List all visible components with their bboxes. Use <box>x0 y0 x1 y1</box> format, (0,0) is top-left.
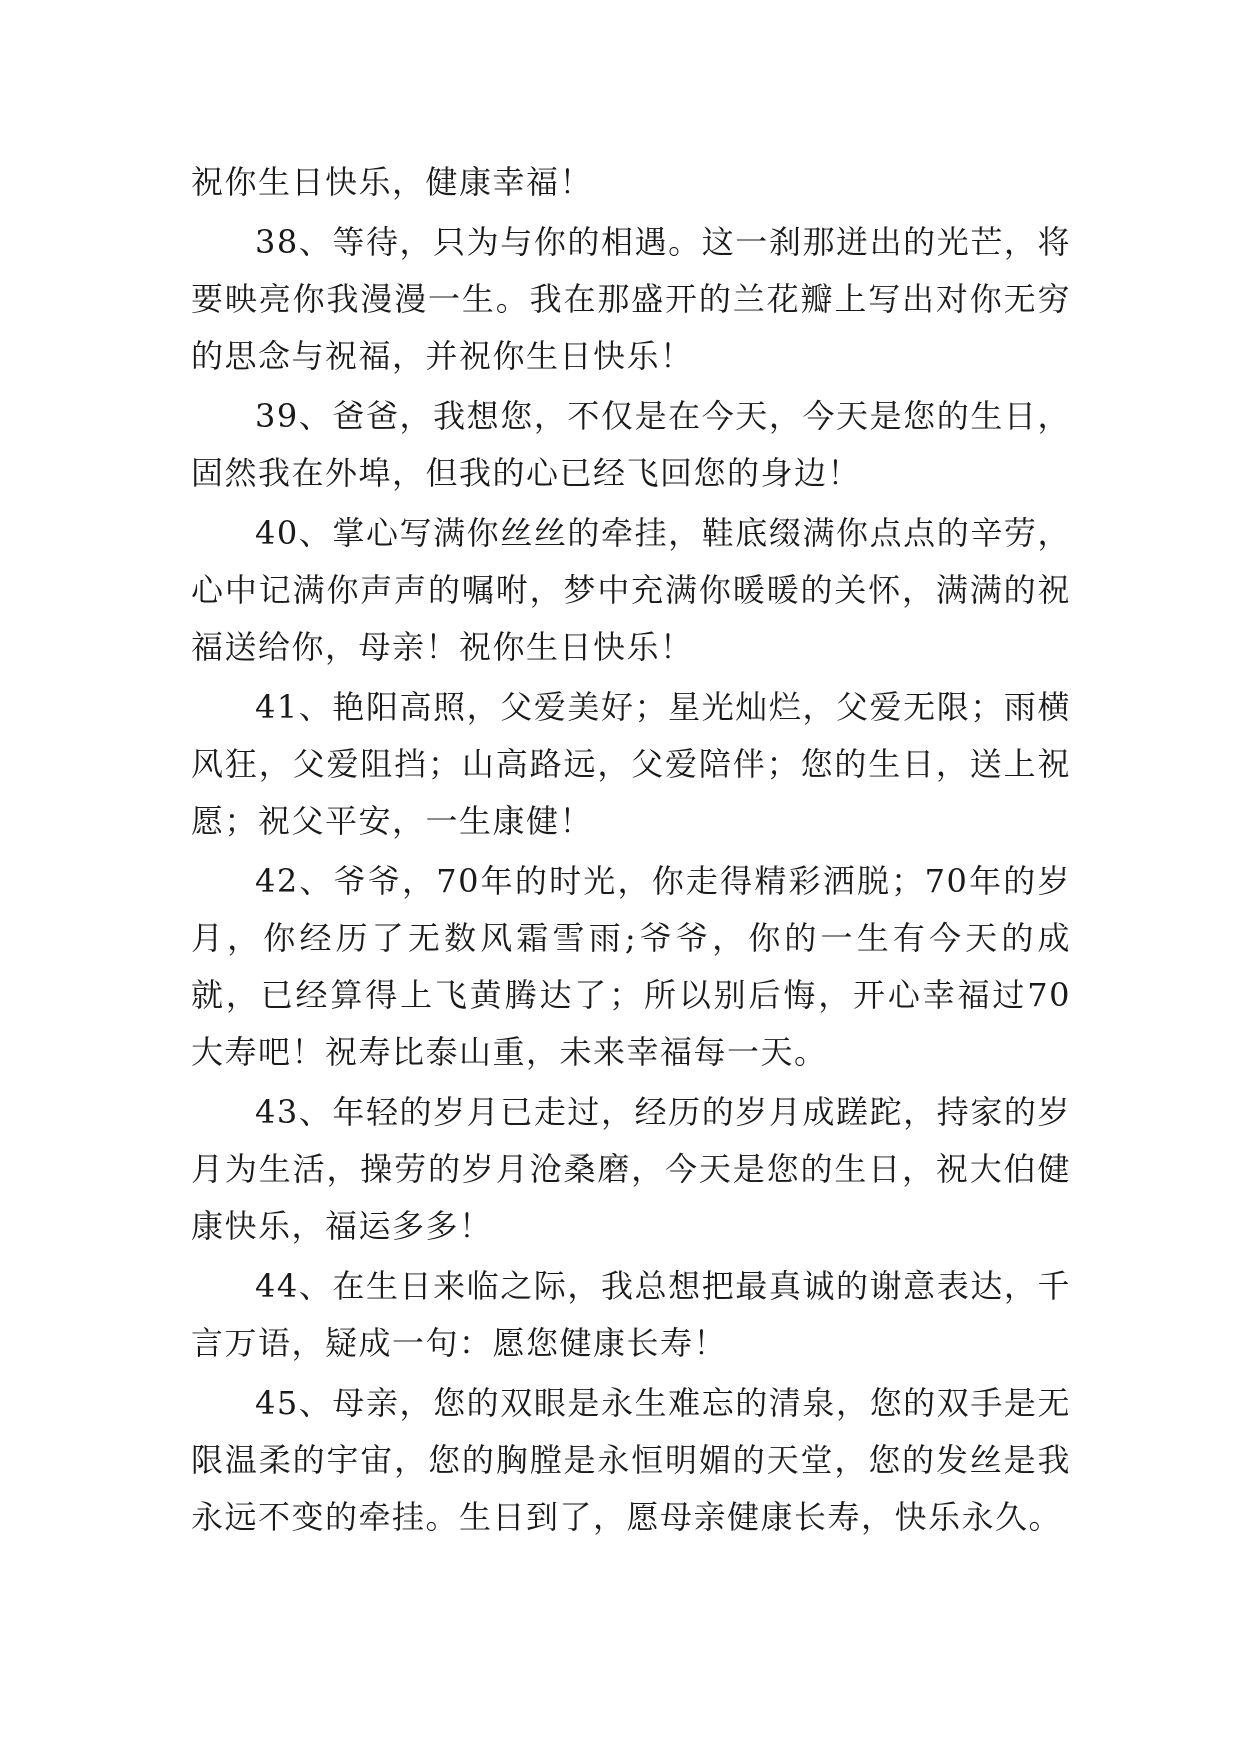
paragraph-43: 43、年轻的岁月已走过，经历的岁月成蹉跎，持家的岁月为生活，操劳的岁月沧桑磨，今天是您的生日，祝大伯健康快乐，福运多多！ <box>191 1093 1071 1245</box>
paragraph-41: 41、艳阳高照，父爱美好；星光灿烂，父爱无限；雨横风狂，父爱阻挡；山高路远，父爱陪伴；您的生日，送上祝愿；祝父平安，一生康健！ <box>191 688 1071 840</box>
paragraph-44: 44、在生日来临之际，我总想把最真诚的谢意表达，千言万语，疑成一句：愿您健康长寿！ <box>191 1267 1071 1362</box>
document-page <box>191 154 1071 1549</box>
paragraph-38: 38、等待，只为与你的相遇。这一刹那迸出的光芒，将要映亮你我漫漫一生。我在那盛开的兰花瓣上写出对你无穷的思念与祝福，并祝你生日快乐！ <box>191 223 1071 375</box>
paragraph-39: 39、爸爸，我想您，不仅是在今天，今天是您的生日，固然我在外埠，但我的心已经飞回您的身边！ <box>191 397 1071 492</box>
paragraph-continued: 祝你生日快乐，健康幸福！ <box>191 163 594 201</box>
paragraph-45: 45、母亲，您的双眼是永生难忘的清泉，您的双手是无限温柔的宇宙，您的胸膛是永恒明媚的天堂，您的发丝是我永远不变的牵挂。生日到了，愿母亲健康长寿，快乐永久。 <box>191 1384 1071 1536</box>
paragraph-40: 40、掌心写满你丝丝的牵挂，鞋底缀满你点点的辛劳，心中记满你声声的嘱咐，梦中充满你暖暖的关怀，满满的祝福送给你，母亲！祝你生日快乐！ <box>191 514 1071 666</box>
paragraph-42: 42、爷爷，70年的时光，你走得精彩洒脱；70年的岁月，你经历了无数风霜雪雨;爷爷，你的一生有今天的成就，已经算得上飞黄腾达了；所以别后悔，开心幸福过70大寿吧！祝寿比泰山重，未来幸福每一天。 <box>191 862 1071 1071</box>
